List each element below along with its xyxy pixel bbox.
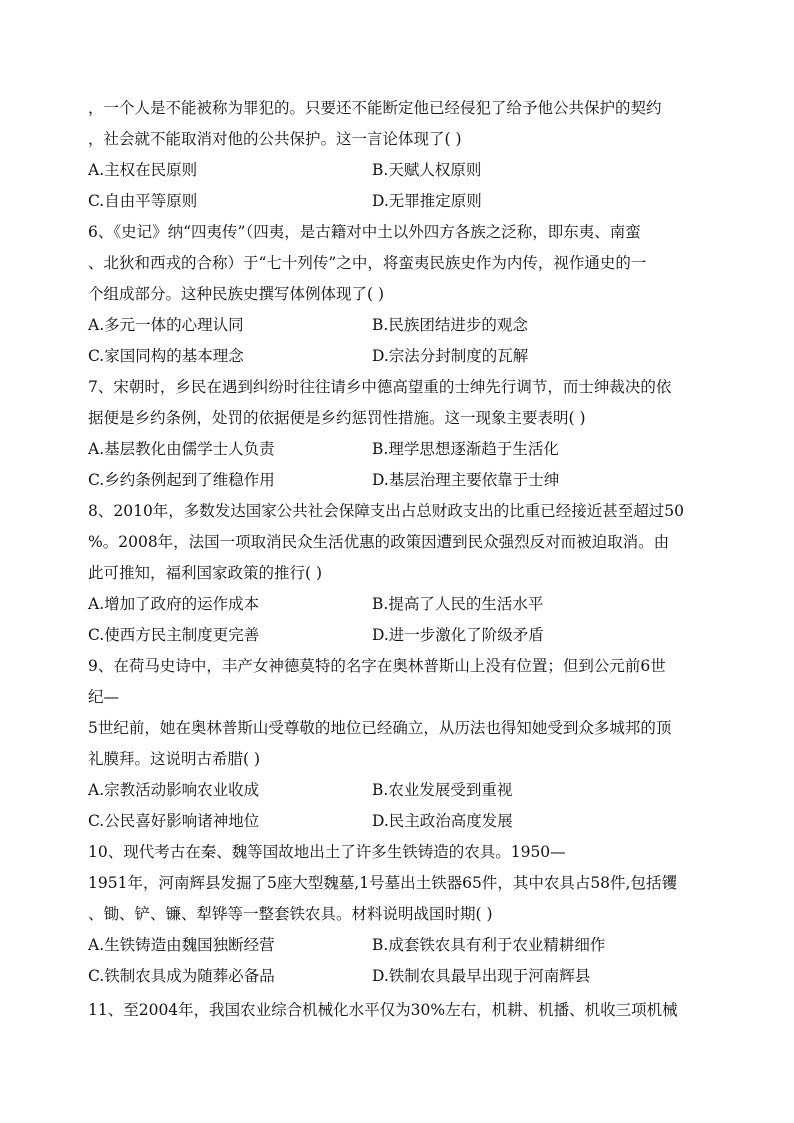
question-5-option-b[interactable]: B.天赋人权原则 [372, 161, 482, 179]
question-9-option-c[interactable]: C.公民喜好影响诸神地位 [88, 812, 260, 830]
question-8-option-b[interactable]: B.提高了人民的生活水平 [372, 595, 544, 613]
question-7-option-d[interactable]: D.基层治理主要依靠于士绅 [372, 471, 560, 489]
question-8-line-2: %。2008年，法国一项取消民众生活优惠的政策因遭到民众强烈反对而被迫取消。由 [88, 533, 670, 551]
question-7-line-2: 据便是乡约条例，处罚的依据便是乡约惩罚性措施。这一现象主要表明( ) [88, 409, 586, 427]
question-8-option-d[interactable]: D.进一步激化了阶级矛盾 [372, 626, 544, 644]
question-5-line-2: ，社会就不能取消对他的公共保护。这一言论体现了( ) [88, 130, 462, 148]
question-7-option-c[interactable]: C.乡约条例起到了维稳作用 [88, 471, 275, 489]
question-6-line-2: 、北狄和西戎的合称）于“七十列传”之中，将蛮夷民族史作为内传，视作通史的一 [88, 254, 647, 272]
question-9-line-3: 5世纪前，她在奥林普斯山受尊敬的地位已经确立，从历法也得知她受到众多城邦的顶 [88, 719, 672, 737]
question-11-line-1: 11、至2004年，我国农业综合机械化水平仅为30%左右，机耕、机播、机收三项机械 [88, 1001, 678, 1019]
question-10-option-c[interactable]: C.铁制农具成为随葬必备品 [88, 967, 275, 985]
question-6-option-c[interactable]: C.家国同构的基本理念 [88, 347, 244, 365]
question-6-option-b[interactable]: B.民族团结进步的观念 [372, 316, 528, 334]
question-9-option-b[interactable]: B.农业发展受到重视 [372, 781, 513, 799]
question-6-line-3: 个组成部分。这种民族史撰写体例体现了( ) [88, 285, 385, 303]
question-9-option-d[interactable]: D.民主政治高度发展 [372, 812, 513, 830]
question-8-option-a[interactable]: A.增加了政府的运作成本 [88, 595, 260, 613]
question-6-line-1: 6、《史记》纳“四夷传”（四夷，是古籍对中土以外四方各族之泛称，即东夷、南蛮 [88, 223, 641, 241]
question-10-option-b[interactable]: B.成套铁农具有利于农业精耕细作 [372, 936, 606, 954]
question-5-line-1: ，一个人是不能被称为罪犯的。只要还不能断定他已经侵犯了给予他公共保护的契约 [88, 99, 662, 117]
question-10-line-2: 1951年，河南辉县发掘了5座大型魏墓,1号墓出土铁器65件，其中农具占58件,包括䦆 [88, 874, 677, 892]
question-9-option-a[interactable]: A.宗教活动影响农业收成 [88, 781, 260, 799]
question-5-option-d[interactable]: D.无罪推定原则 [372, 192, 482, 210]
question-10-option-d[interactable]: D.铁制农具最早出现于河南辉县 [372, 967, 591, 985]
question-10-line-1: 10、现代考古在秦、魏等国故地出土了许多生铁铸造的农具。1950— [88, 843, 566, 861]
question-9-line-2: 纪— [88, 688, 120, 706]
question-10-option-a[interactable]: A.生铁铸造由魏国独断经营 [88, 936, 275, 954]
question-5-option-a[interactable]: A.主权在民原则 [88, 161, 198, 179]
question-8-option-c[interactable]: C.使西方民主制度更完善 [88, 626, 260, 644]
question-7-line-1: 7、宋朝时，乡民在遇到纠纷时往往请乡中德高望重的士绅先行调节，而士绅裁决的依 [88, 378, 672, 396]
question-8-line-1: 8、2010年，多数发达国家公共社会保障支出占总财政支出的比重已经接近甚至超过50 [88, 502, 685, 520]
question-9-line-4: 礼膜拜。这说明古希腊( ) [88, 750, 261, 768]
question-7-option-a[interactable]: A.基层教化由儒学士人负责 [88, 440, 275, 458]
question-9-line-1: 9、在荷马史诗中，丰产女神德莫特的名字在奥林普斯山上没有位置；但到公元前6世 [88, 657, 666, 675]
question-10-line-3: 、锄、铲、镰、犁铧等一整套铁农具。材料说明战国时期( ) [88, 905, 493, 923]
question-6-option-d[interactable]: D.宗法分封制度的瓦解 [372, 347, 529, 365]
question-7-option-b[interactable]: B.理学思想逐渐趋于生活化 [372, 440, 559, 458]
question-5-option-c[interactable]: C.自由平等原则 [88, 192, 198, 210]
question-8-line-3: 此可推知，福利国家政策的推行( ) [88, 564, 323, 582]
question-6-option-a[interactable]: A.多元一体的心理认同 [88, 316, 244, 334]
